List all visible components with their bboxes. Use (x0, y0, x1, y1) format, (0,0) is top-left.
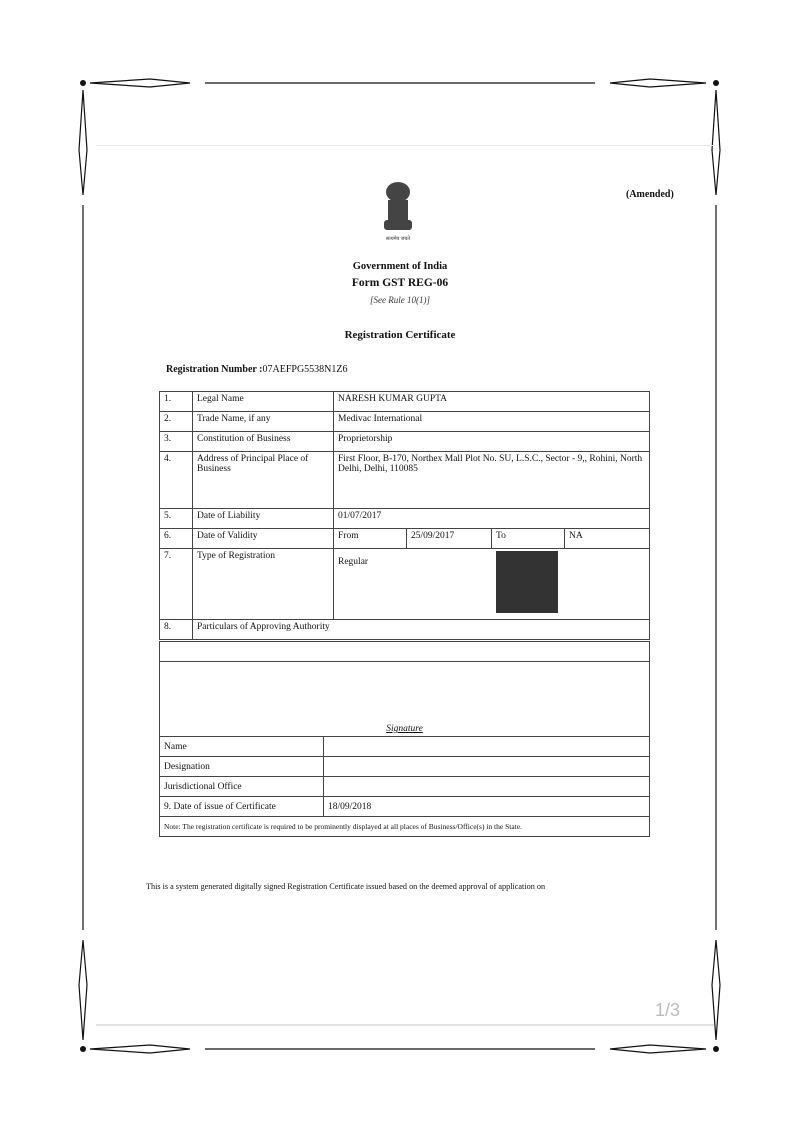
qr-code-icon (496, 551, 558, 613)
constitution: Proprietorship (334, 432, 650, 452)
row-label: Trade Name, if any (193, 412, 334, 432)
table-row (160, 509, 650, 529)
address: First Floor, B-170, Northex Mall Plot No. SU, L.S.C., Sector - 9,, Rohini, North Delhi, Delhi, 110085 (334, 452, 650, 509)
table-row (160, 757, 650, 777)
note-text: Note: The registration certificate is required to be prominently displayed at all places of Business/Office(s) in the State. (160, 817, 650, 837)
authority-label: Designation (160, 757, 324, 777)
registration-value: 07AEFPG5538N1Z6 (262, 364, 348, 375)
validity-from: 25/09/2017 (407, 529, 492, 549)
from-label: From (334, 529, 407, 549)
row-label: Particulars of Approving Authority (193, 620, 650, 640)
row-num: 2. (160, 412, 193, 432)
row-num: 7. (160, 549, 193, 620)
form-title: Form GST REG-06 (351, 277, 449, 289)
table-row (160, 620, 650, 640)
to-label: To (492, 529, 565, 549)
page-indicator: 1/3 (655, 1000, 681, 1020)
row-num: 8. (160, 620, 193, 640)
government-heading: Government of India (352, 261, 448, 272)
authority-value (324, 777, 650, 797)
table-row (160, 412, 650, 432)
rule-reference: [See Rule 10(1)] (370, 295, 430, 305)
issue-date: 18/09/2018 (324, 797, 650, 817)
table-row (160, 549, 650, 620)
table-row (160, 797, 650, 817)
blank-row (160, 642, 650, 662)
row-num: 3. (160, 432, 193, 452)
row-num: 1. (160, 392, 193, 412)
table-row (160, 392, 650, 412)
table-row (160, 777, 650, 797)
validity-to: NA (565, 529, 650, 549)
date-of-liability: 01/07/2017 (334, 509, 650, 529)
row-num: 6. (160, 529, 193, 549)
footer-text: This is a system generated digitally signed Registration Certificate issued based on the deemed approval of application on (146, 882, 546, 891)
authority-label: Name (160, 737, 324, 757)
row-label: Address of Principal Place of Business (193, 452, 334, 509)
amended-label: (Amended) (626, 189, 674, 200)
registration-type: Regular (334, 549, 650, 620)
details-table (159, 391, 650, 640)
registration-number (166, 364, 348, 375)
row-label: Legal Name (193, 392, 334, 412)
trade-name: Medivac International (334, 412, 650, 432)
signature-label: Signature (160, 662, 650, 737)
row-label: Type of Registration (193, 549, 334, 620)
certificate-title: Registration Certificate (344, 329, 456, 341)
authority-label: 9. Date of issue of Certificate (160, 797, 324, 817)
row-num: 5. (160, 509, 193, 529)
emblem-motto: सत्यमेव जयते (385, 237, 411, 242)
table-row (160, 452, 650, 509)
registration-label: Registration Number : (166, 364, 263, 375)
authority-value (324, 737, 650, 757)
row-label: Date of Liability (193, 509, 334, 529)
authority-table (159, 641, 650, 837)
national-emblem-icon (376, 178, 420, 242)
table-row (160, 737, 650, 757)
table-row (160, 432, 650, 452)
authority-value (324, 757, 650, 777)
authority-label: Jurisdictional Office (160, 777, 324, 797)
row-num: 4. (160, 452, 193, 509)
row-label: Date of Validity (193, 529, 334, 549)
row-label: Constitution of Business (193, 432, 334, 452)
legal-name: NARESH KUMAR GUPTA (334, 392, 650, 412)
table-row (160, 529, 650, 549)
